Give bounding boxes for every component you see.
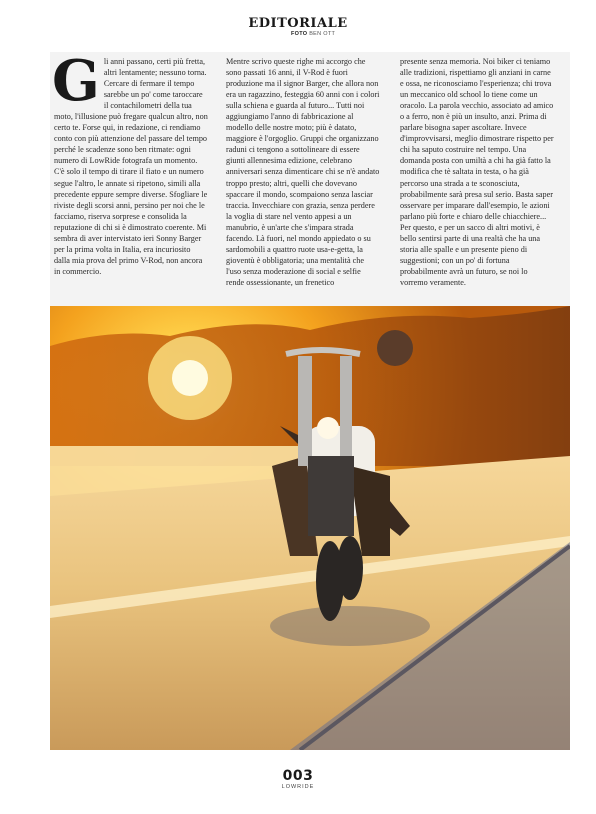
column-2-text: Mentre scrivo queste righe mi accorgo che sono passati 16 anni, il V-Rod è fuori produzione ma il signor Barger, che allora non era un ragazzino, festeggia 60 anni con i colori sulla schiena e guarda al futuro... Tutti noi aggiungiamo l'anno di fabbricazione al modello delle nostre moto; più è datato, maggiore è l'orgoglio. Gruppi che organizzano raduni ci tengono a sottolineare di essere giunti allennesima edizione, celebrano anniversari senza dimenticare chi se n'è andato troppo presto; altri, quelli che dovevano spaccare il mondo, scompaiono senza lasciar traccia. Invecchiare con grazia, senza perdere la voglia di stare nel vento appesi a un manubrio, è un'arte che s'impara strada facendo. Là fuori, nel mondo appiedato o su sardomobili a quattro ruote usa-e-getta, la gioventù è obbligatoria; una mentalità che l'uso senza moderazione di social e selfie rende ossessionante, un frenetico bbox=[226, 57, 380, 287]
column-3-text: presente senza memoria. Noi biker ci teniamo alle tradizioni, rispettiamo gli anziani in carne e ossa, ne riconosciamo l'esperienza; chi trova un meccanico old school lo tiene come un oracolo. La parola vecchio, associato ad amico o a ferro, non è più un insulto, anzi. Prima di parlare bisogna saper ascoltare. Invece d'improvvisarsi, meglio dimostrare rispetto per chi ha saputo costruire nel tempo. Una domanda posta con umiltà a chi ha già fatto la modifica che tè saltata in testa, o ha già percorso una strada a te sconosciuta, probabilmente sarà presa sul serio. Basta saper osservare per imparare dall'esempio, le azioni parlano più forte e chiaro delle chiacchiere... Per questo, e per un sacco di altri motivi, è bello sentirsi parte di una realtà che ha una storia alle spalle e un presente pieno di suggestioni; con un po' di fortuna probabilmente avrà un futuro, se noi lo vorremo veramente. bbox=[400, 57, 554, 287]
credit-name: BEN OTT bbox=[309, 31, 336, 37]
photo-illustration bbox=[50, 306, 570, 750]
article-column-3 bbox=[400, 56, 554, 288]
column-1-text: li anni passano, certi più fretta, altri lentamente; nessuno torna. Cercare di fermare il tempo sarebbe un po' come taroccare il contachilometri della tua moto, l'illusione può fregare qualcun altro, non certo te. Forse qui, in redazione, ci rendiamo conto con più attenzione del passare del tempo perché le scadenze sono ben ritmate: ogni numero di LowRide fotografa un momento. C'è solo il tempo di tirare il fiato e un numero segue l'altro, le annate si ripetono, simili alla precedente eppure sempre diverse. Sfogliare le riviste degli scorsi anni, persino per noi che le facciamo, riserva sorprese e consolida la reputazione di chi si è dimostrato coerente. Mi sembra di aver intervistato ieri Sonny Barger per la prima volta in Italia, era incuriosito dalla mia prova del primo V-Rod, non ancora in commercio. bbox=[54, 57, 208, 276]
section-header bbox=[0, 16, 596, 31]
motorcycle-sunset-photo bbox=[50, 306, 570, 750]
section-title: EDITORIALE bbox=[248, 16, 348, 31]
photo-credit bbox=[291, 31, 335, 37]
drop-cap: G bbox=[52, 48, 100, 114]
page-number-block bbox=[0, 768, 596, 790]
article-column-2 bbox=[226, 56, 380, 288]
page-number: 003 bbox=[282, 768, 314, 784]
magazine-name: LOWRIDE bbox=[281, 784, 315, 790]
credit-label: FOTO bbox=[291, 31, 308, 37]
article-column-1 bbox=[52, 48, 208, 277]
